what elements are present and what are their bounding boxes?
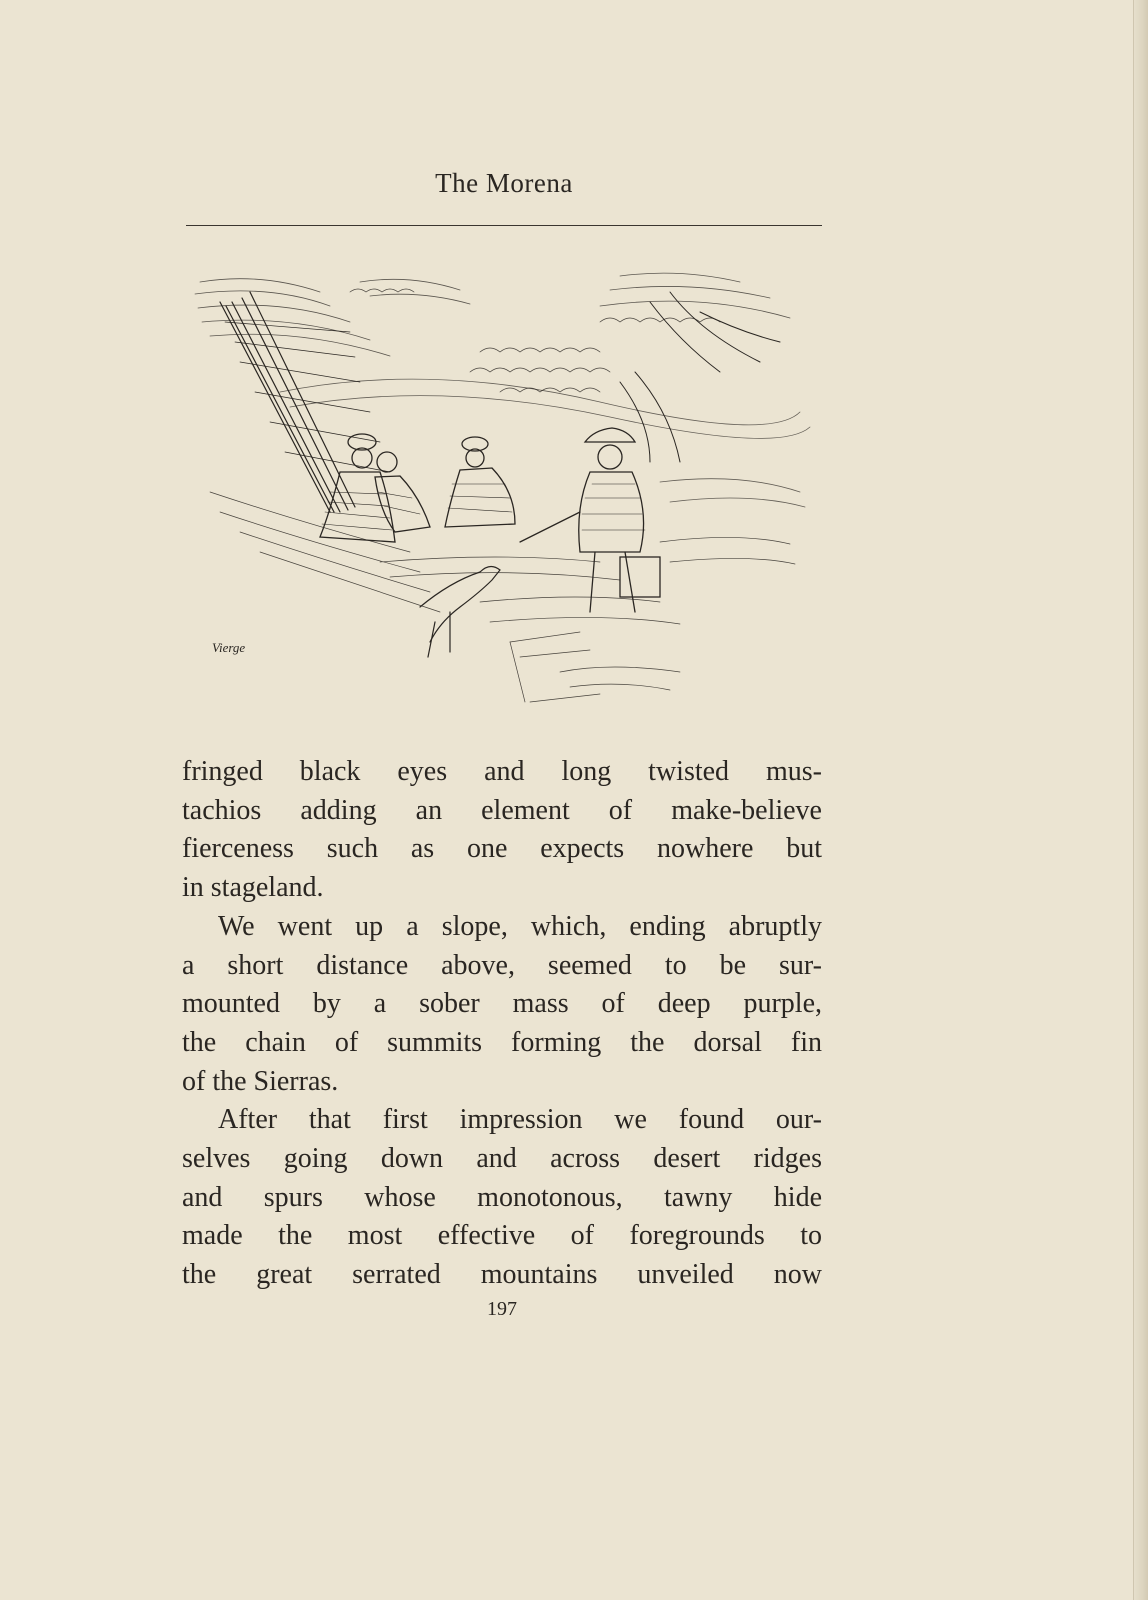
page-number: 197 — [487, 1298, 517, 1320]
text-line: mounted by a sober mass of deep purple, — [182, 988, 822, 1020]
text-line: in stageland. — [182, 872, 324, 904]
paragraph-1 — [182, 753, 822, 908]
body-text — [182, 753, 822, 1295]
text-line: the chain of summits forming the dorsal fin — [182, 1026, 822, 1058]
text-line: selves going down and across desert ridges — [182, 1143, 822, 1175]
text-line: made the most effective of foregrounds to — [182, 1220, 822, 1252]
running-title: The Morena — [435, 168, 573, 198]
paragraph-2 — [182, 908, 822, 1102]
text-line: fierceness such as one expects nowhere but — [182, 833, 822, 865]
header-rule — [186, 225, 822, 226]
engraving-illustration — [180, 262, 820, 737]
engraving-svg — [180, 262, 820, 737]
text-line: the great serrated mountains unveiled now — [182, 1259, 822, 1291]
paragraph-3 — [182, 1101, 822, 1295]
text-line: and spurs whose monotonous, tawny hide — [182, 1181, 822, 1213]
text-line: a short distance above, seemed to be sur- — [182, 949, 822, 981]
text-line: We went up a slope, which, ending abruptly — [218, 910, 822, 942]
text-line: fringed black eyes and long twisted mus- — [182, 756, 822, 787]
artist-signature: Vierge — [212, 640, 246, 655]
page-edge — [1133, 0, 1148, 1600]
text-line: of the Sierras. — [182, 1065, 339, 1097]
text-line: After that first impression we found our- — [218, 1104, 822, 1136]
text-line: tachios adding an element of make-believe — [182, 794, 822, 826]
